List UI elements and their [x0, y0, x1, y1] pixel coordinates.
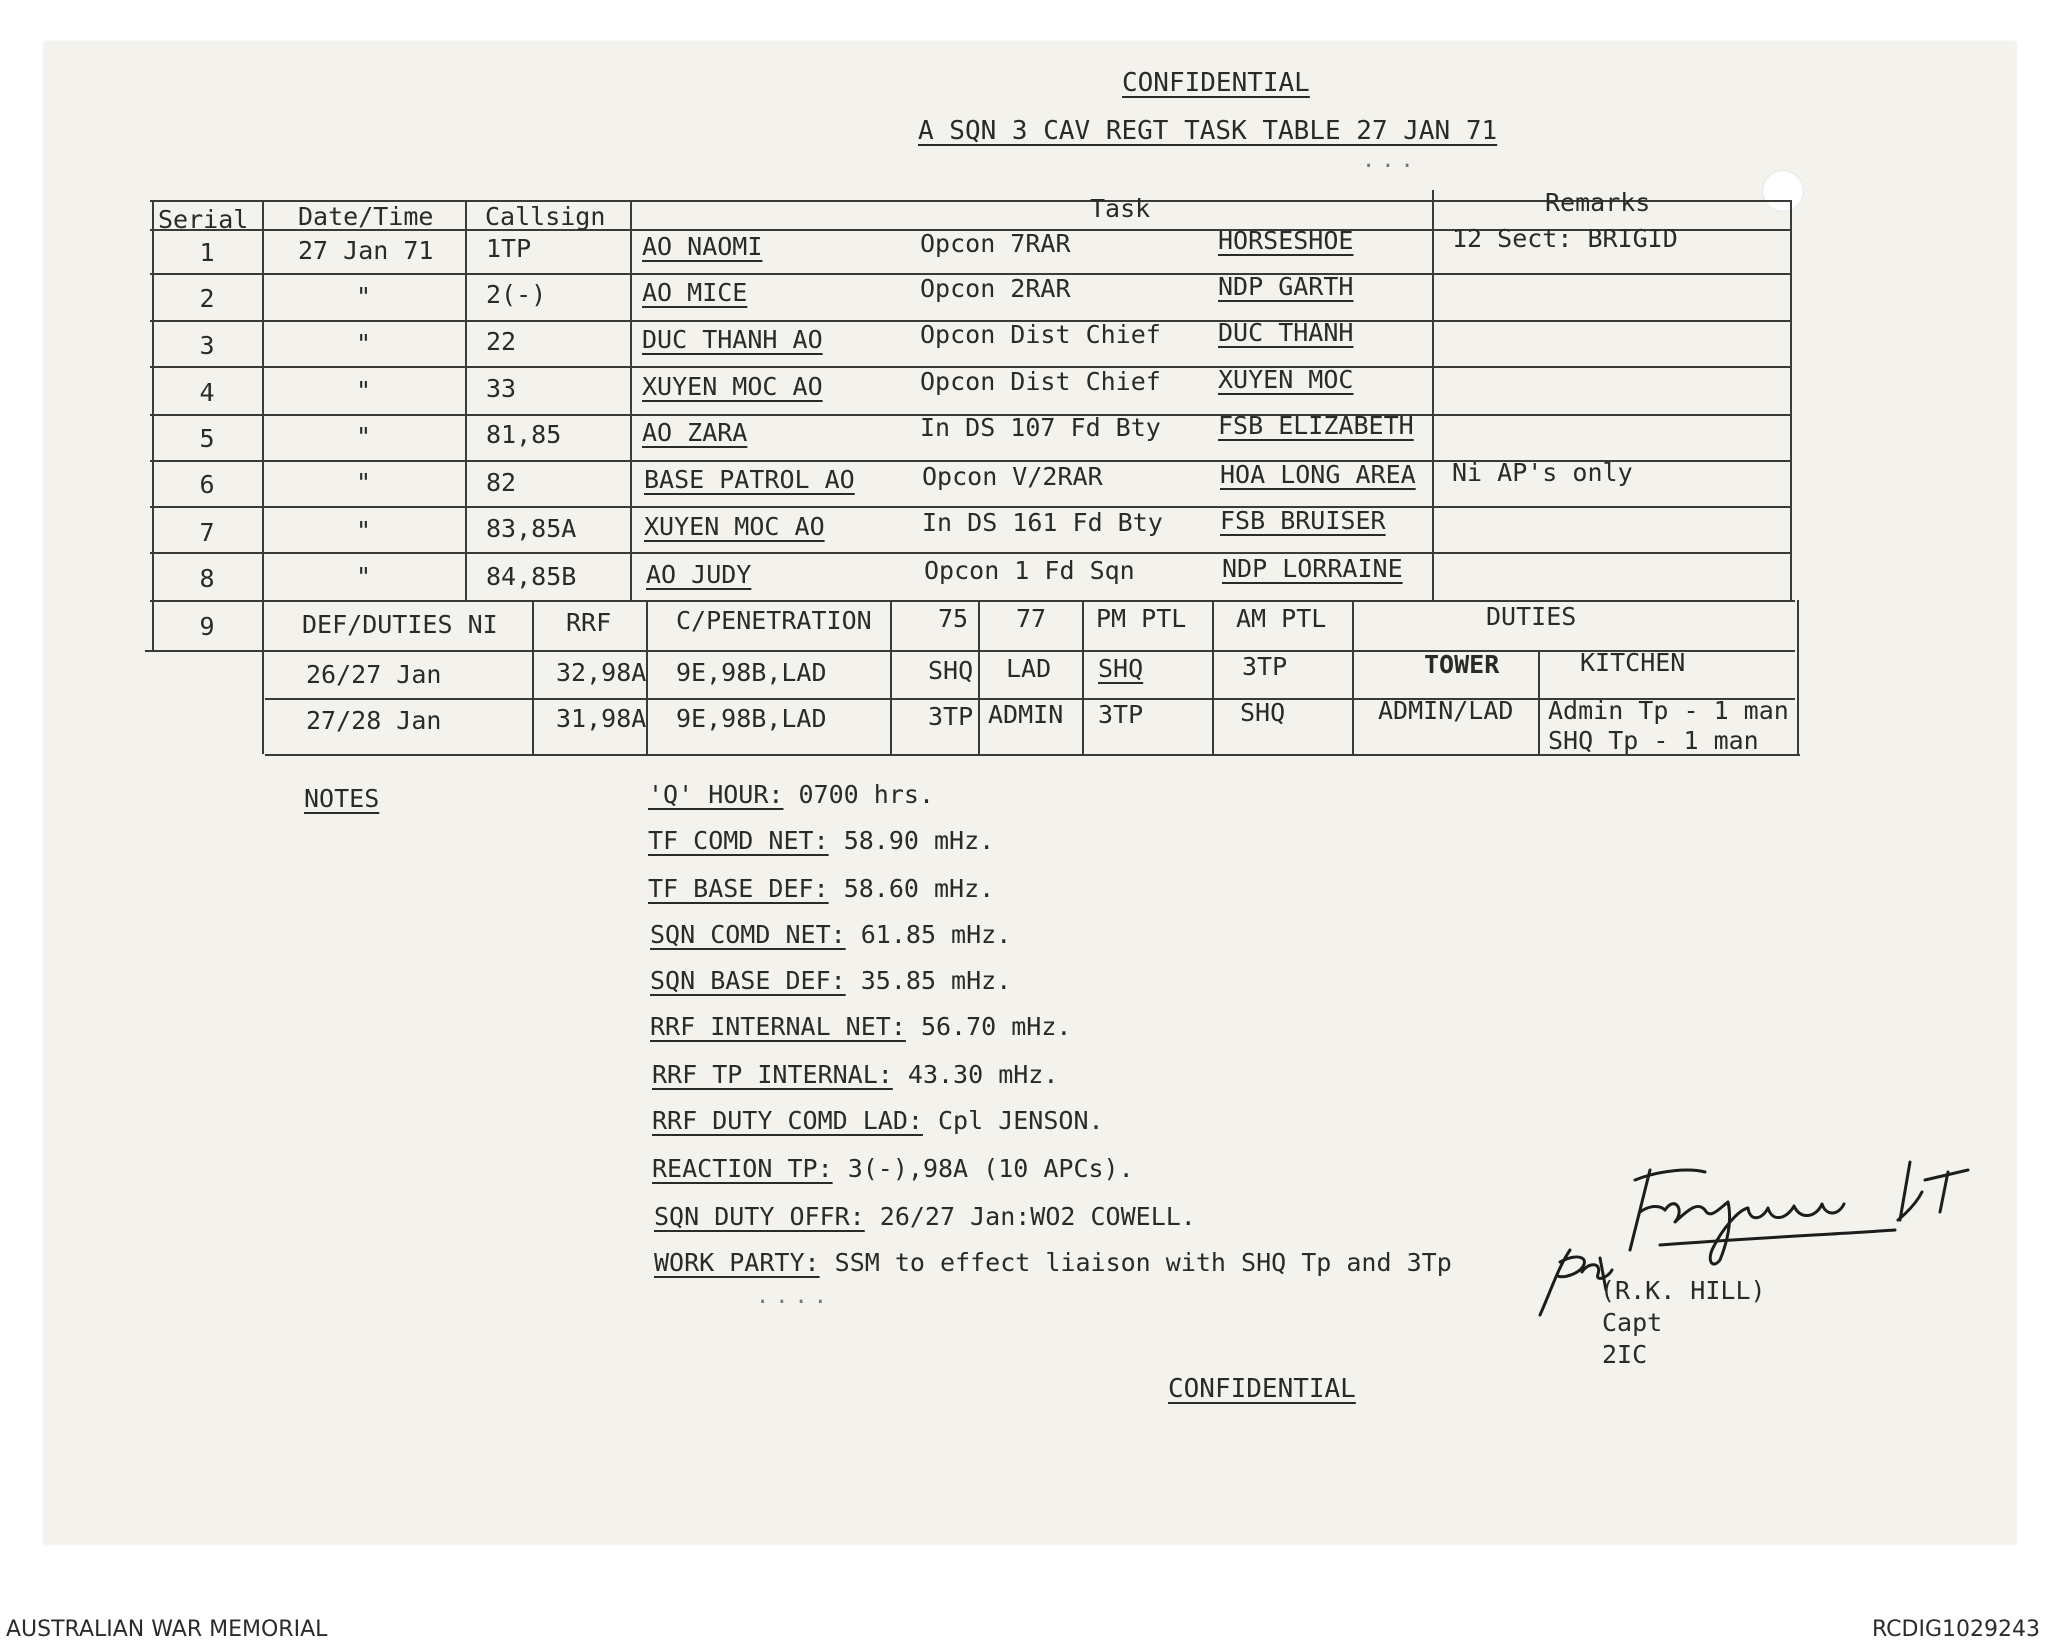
- row-date: ": [355, 282, 372, 311]
- row-remarks: 12 Sect: BRIGID: [1452, 224, 1678, 253]
- classification-bottom: CONFIDENTIAL: [1168, 1374, 1356, 1404]
- row-opcon: Opcon Dist Chief: [920, 320, 1161, 349]
- table-rule: [150, 552, 1790, 554]
- note-label: TF BASE DEF:: [648, 874, 829, 903]
- header-callsign: Callsign: [485, 202, 606, 231]
- row-date: ": [355, 329, 372, 358]
- row-serial: 8: [199, 564, 215, 593]
- duties-header-amptl: AM PTL: [1236, 604, 1327, 633]
- table-col-rule: [1538, 650, 1540, 754]
- duties-77: ADMIN: [988, 700, 1064, 729]
- duties-header-rrf: RRF: [566, 608, 612, 637]
- archive-id: RCDIG1029243: [1871, 1617, 2040, 1642]
- duties-header-pmptl: PM PTL: [1096, 604, 1187, 633]
- row-callsign: 84,85B: [486, 562, 577, 591]
- note-line: [650, 922, 1011, 947]
- header-datetime: Date/Time: [298, 202, 434, 231]
- note-line: [654, 1250, 1452, 1275]
- note-label: RRF DUTY COMD LAD:: [652, 1106, 923, 1135]
- duties-cpen: 9E,98B,LAD: [676, 658, 827, 687]
- note-value: 26/27 Jan:WO2 COWELL.: [879, 1202, 1196, 1231]
- duties-pm: 3TP: [1098, 700, 1144, 729]
- archive-label: AUSTRALIAN WAR MEMORIAL: [6, 1617, 328, 1642]
- duties-subheader-kitchen: KITCHEN: [1580, 648, 1686, 677]
- row-area: AO JUDY: [646, 560, 752, 589]
- row-location: NDP LORRAINE: [1222, 554, 1403, 583]
- row-callsign: 2(-): [486, 280, 547, 309]
- note-line: [652, 1062, 1058, 1087]
- table-col-rule: [978, 600, 980, 754]
- duties-date: 27/28 Jan: [306, 706, 442, 735]
- signatory-name: (R.K. HILL): [1600, 1276, 1766, 1305]
- row-area: XUYEN MOC AO: [642, 372, 823, 401]
- duties-subheader-tower: TOWER: [1424, 650, 1500, 679]
- notes-heading: NOTES: [304, 784, 380, 813]
- header-remarks: Remarks: [1545, 188, 1651, 217]
- duties-pm: SHQ: [1098, 654, 1144, 683]
- row-location: XUYEN MOC: [1218, 365, 1354, 394]
- duties-header-def: DEF/DUTIES NI: [302, 610, 498, 639]
- row-location: FSB ELIZABETH: [1218, 411, 1414, 440]
- row-callsign: 22: [486, 327, 517, 356]
- note-value: 61.85 mHz.: [860, 920, 1012, 949]
- note-line: [650, 1014, 1071, 1039]
- note-label: TF COMD NET:: [648, 826, 829, 855]
- table-col-rule: [890, 600, 892, 754]
- table-rule: [145, 650, 1795, 652]
- signatory-appointment: 2IC: [1602, 1340, 1648, 1369]
- duties-am: 3TP: [1242, 652, 1288, 681]
- note-value: 43.30 mHz.: [907, 1060, 1059, 1089]
- row-serial: 4: [199, 378, 215, 407]
- note-value: SSM to effect liaison with SHQ Tp and 3Tp: [834, 1248, 1452, 1277]
- row-serial: 7: [199, 518, 215, 547]
- table-col-rule: [1212, 600, 1214, 754]
- duties-tower: ADMIN/LAD: [1378, 696, 1514, 725]
- note-line: [648, 782, 934, 807]
- duties-date: 26/27 Jan: [306, 660, 442, 689]
- table-col-rule: [1432, 190, 1434, 600]
- ink-dots: ...: [1362, 148, 1420, 173]
- row-location: FSB BRUISER: [1220, 506, 1386, 535]
- row-area: AO ZARA: [642, 418, 748, 447]
- row-callsign: 33: [486, 374, 517, 403]
- duties-kitchen: Admin Tp - 1 man: [1548, 696, 1789, 725]
- duties-header-cpen: C/PENETRATION: [676, 606, 872, 635]
- note-label: WORK PARTY:: [654, 1248, 820, 1277]
- row-serial: 3: [199, 331, 215, 360]
- note-label: REACTION TP:: [652, 1154, 833, 1183]
- table-col-rule: [465, 200, 467, 600]
- note-value: 3(-),98A (10 APCs).: [847, 1154, 1134, 1183]
- punch-hole: [1762, 170, 1804, 212]
- row-location: HOA LONG AREA: [1220, 460, 1416, 489]
- row-opcon: In DS 107 Fd Bty: [920, 413, 1161, 442]
- row-opcon: Opcon V/2RAR: [922, 462, 1103, 491]
- duties-kitchen: SHQ Tp - 1 man: [1548, 726, 1759, 755]
- classification-top: CONFIDENTIAL: [1122, 68, 1310, 98]
- row-opcon: Opcon 7RAR: [920, 229, 1071, 258]
- duties-am: SHQ: [1240, 698, 1286, 727]
- note-value: 58.90 mHz.: [843, 826, 995, 855]
- duties-75: 3TP: [928, 702, 974, 731]
- duties-rrf: 31,98A: [556, 704, 647, 733]
- row-serial: 9: [199, 612, 215, 641]
- row-serial: 5: [199, 424, 215, 453]
- ink-dots: ....: [756, 1284, 833, 1309]
- header-task: Task: [1090, 194, 1151, 223]
- note-line: [652, 1108, 1104, 1133]
- row-serial: 6: [199, 470, 215, 499]
- row-date: ": [355, 376, 372, 405]
- row-area: XUYEN MOC AO: [644, 512, 825, 541]
- row-area: AO NAOMI: [642, 232, 763, 261]
- duties-header-77: 77: [1016, 604, 1047, 633]
- row-opcon: Opcon Dist Chief: [920, 367, 1161, 396]
- row-serial: 2: [199, 284, 215, 313]
- table-col-rule: [1797, 600, 1799, 754]
- duties-header-75: 75: [938, 604, 969, 633]
- row-callsign: 83,85A: [486, 514, 577, 543]
- row-area: DUC THANH AO: [642, 325, 823, 354]
- signatory-rank: Capt: [1602, 1308, 1663, 1337]
- note-value: 58.60 mHz.: [843, 874, 995, 903]
- note-line: [648, 828, 994, 853]
- row-callsign: 81,85: [486, 420, 562, 449]
- duties-header-duties: DUTIES: [1486, 602, 1577, 631]
- duties-cpen: 9E,98B,LAD: [676, 704, 827, 733]
- note-value: Cpl JENSON.: [938, 1106, 1104, 1135]
- row-opcon: In DS 161 Fd Bty: [922, 508, 1163, 537]
- note-line: [654, 1204, 1196, 1229]
- row-date: ": [355, 516, 372, 545]
- row-date: ": [355, 562, 372, 591]
- row-callsign: 82: [486, 468, 517, 497]
- row-opcon: Opcon 2RAR: [920, 274, 1071, 303]
- table-col-rule: [1352, 600, 1354, 754]
- row-callsign: 1TP: [486, 234, 532, 263]
- table-col-rule: [532, 600, 534, 754]
- note-label: SQN COMD NET:: [650, 920, 846, 949]
- note-line: [650, 968, 1011, 993]
- note-value: 0700 hrs.: [798, 780, 934, 809]
- note-label: RRF TP INTERNAL:: [652, 1060, 893, 1089]
- note-label: SQN BASE DEF:: [650, 966, 846, 995]
- row-date: 27 Jan 71: [298, 236, 434, 265]
- row-area: BASE PATROL AO: [644, 465, 855, 494]
- table-col-rule: [1790, 200, 1792, 600]
- row-opcon: Opcon 1 Fd Sqn: [924, 556, 1135, 585]
- table-col-rule: [1082, 600, 1084, 754]
- header-serial: Serial: [158, 205, 249, 234]
- note-label: 'Q' HOUR:: [648, 780, 784, 809]
- row-date: ": [355, 468, 372, 497]
- row-location: HORSESHOE: [1218, 226, 1354, 255]
- note-value: 56.70 mHz.: [920, 1012, 1072, 1041]
- document-title: A SQN 3 CAV REGT TASK TABLE 27 JAN 71: [918, 116, 1498, 146]
- note-label: SQN DUTY OFFR:: [654, 1202, 865, 1231]
- row-serial: 1: [199, 238, 215, 267]
- row-location: NDP GARTH: [1218, 272, 1354, 301]
- row-area: AO MICE: [642, 278, 748, 307]
- duties-rrf: 32,98A: [556, 658, 647, 687]
- duties-75: SHQ: [928, 656, 974, 685]
- note-line: [648, 876, 994, 901]
- note-label: RRF INTERNAL NET:: [650, 1012, 906, 1041]
- row-date: ": [355, 422, 372, 451]
- table-col-rule: [630, 200, 632, 600]
- duties-77: LAD: [1006, 654, 1052, 683]
- row-remarks: Ni AP's only: [1452, 458, 1633, 487]
- note-value: 35.85 mHz.: [860, 966, 1012, 995]
- row-location: DUC THANH: [1218, 318, 1354, 347]
- note-line: [652, 1156, 1134, 1181]
